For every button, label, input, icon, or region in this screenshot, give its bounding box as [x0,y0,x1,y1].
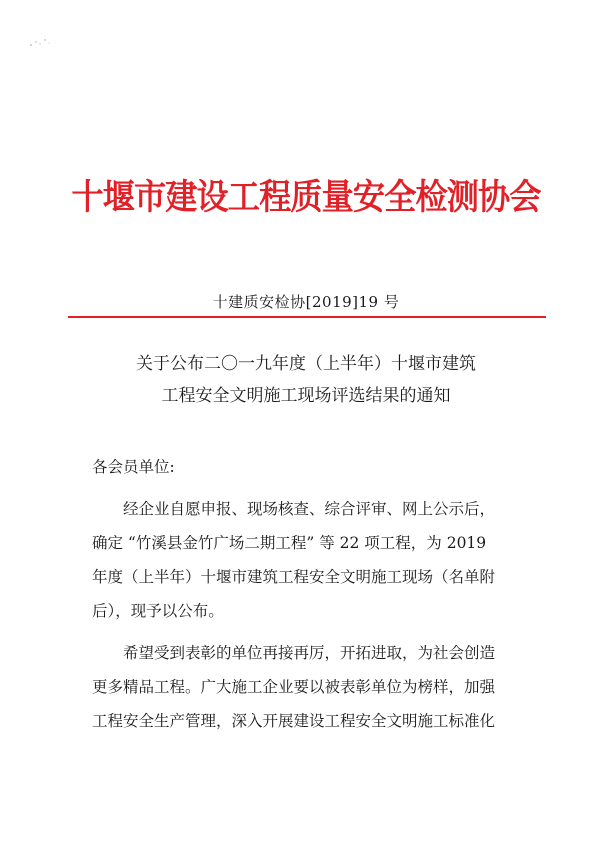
letterhead-organization-name: 十堰市建设工程质量安全检测协会 [71,177,541,218]
paragraph-line: 确定 “竹溪县金竹广场二期工程” 等 22 项工程，为 2019 [92,534,487,552]
paragraph-line: 后），现予以公布。 [92,602,224,620]
notice-title-line-1: 关于公布二〇一九年度（上半年）十堰市建筑 [136,354,476,374]
paragraph-line: 更多精品工程。广大施工企业要以被表彰单位为榜样，加强 [92,678,496,696]
notice-title [0,348,612,412]
paragraph-line: 工程安全生产管理，深入开展建设工程安全文明施工标准化 [92,712,496,730]
scan-speckle-mark [28,36,52,50]
letterhead-red-divider [68,316,546,318]
paragraph-line: 希望受到表彰的单位再接再厉，开拓进取，为社会创造 [123,644,496,662]
paragraph-line: 经企业自愿申报、现场核查、综合评审、网上公示后， [123,500,496,518]
salutation: 各会员单位: [92,458,175,476]
body-paragraph-2 [92,636,524,738]
document-number: 十建质安检协[2019]19 号 [212,293,400,311]
body-paragraph-1 [92,492,524,628]
notice-title-line-2: 工程安全文明施工现场评选结果的通知 [161,386,451,406]
paragraph-line: 年度（上半年）十堰市建筑工程安全文明施工现场（名单附 [92,568,496,586]
